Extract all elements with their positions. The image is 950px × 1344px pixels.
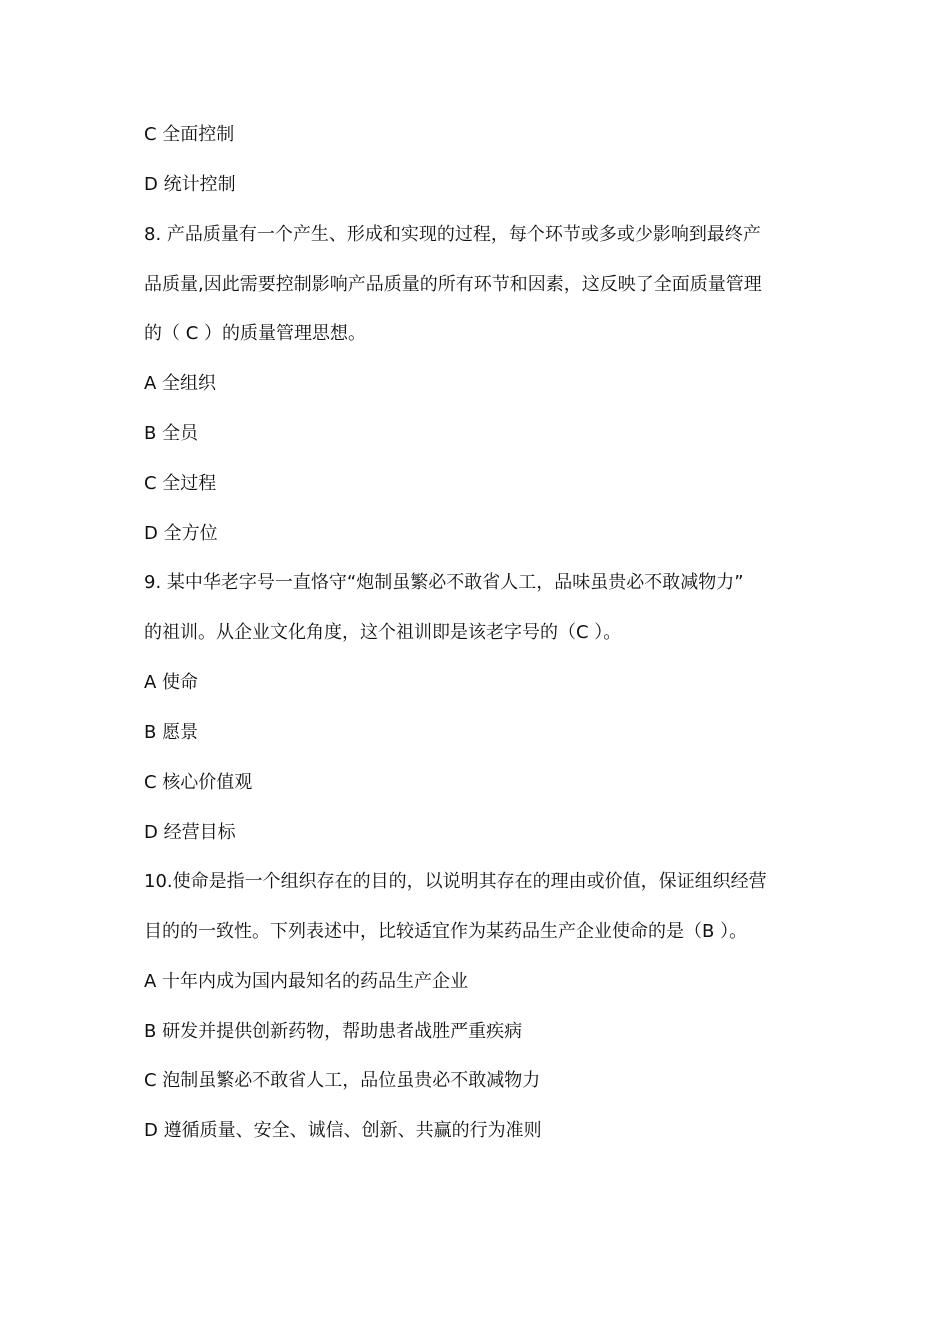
question-8-line-2: 品质量,因此需要控制影响产品质量的所有环节和因素，这反映了全面质量管理 <box>144 274 762 295</box>
option-c-q7: C 全面控制 <box>144 124 235 145</box>
option-a-q9: A 使命 <box>144 672 199 693</box>
option-b-q10: B 研发并提供创新药物，帮助患者战胜严重疾病 <box>144 1021 523 1042</box>
question-10-line-2: 目的的一致性。下列表述中，比较适宜作为某药品生产企业使命的是（B ）。 <box>144 921 748 942</box>
question-9-line-2: 的祖训。从企业文化角度，这个祖训即是该老字号的（C ）。 <box>144 622 622 643</box>
option-d-q8: D 全方位 <box>144 523 218 544</box>
question-9-line-1: 9. 某中华老字号一直恪守“炮制虽繁必不敢省人工，品味虽贵必不敢减物力” <box>144 572 744 593</box>
option-a-q10: A 十年内成为国内最知名的药品生产企业 <box>144 971 469 992</box>
question-8-line-1: 8. 产品质量有一个产生、形成和实现的过程，每个环节或多或少影响到最终产 <box>144 224 761 245</box>
option-b-q8: B 全员 <box>144 423 199 444</box>
question-10-line-1: 10.使命是指一个组织存在的目的，以说明其存在的理由或价值，保证组织经营 <box>144 871 767 892</box>
option-d-q9: D 经营目标 <box>144 822 236 843</box>
option-c-q10: C 泡制虽繁必不敢省人工，品位虽贵必不敢减物力 <box>144 1070 541 1091</box>
option-d-q10: D 遵循质量、安全、诚信、创新、共赢的行为准则 <box>144 1120 542 1141</box>
question-8-line-3: 的（ C ）的质量管理思想。 <box>144 323 367 344</box>
option-b-q9: B 愿景 <box>144 722 199 743</box>
option-c-q8: C 全过程 <box>144 473 217 494</box>
option-a-q8: A 全组织 <box>144 373 217 394</box>
option-d-q7: D 统计控制 <box>144 174 236 195</box>
option-c-q9: C 核心价值观 <box>144 772 253 793</box>
